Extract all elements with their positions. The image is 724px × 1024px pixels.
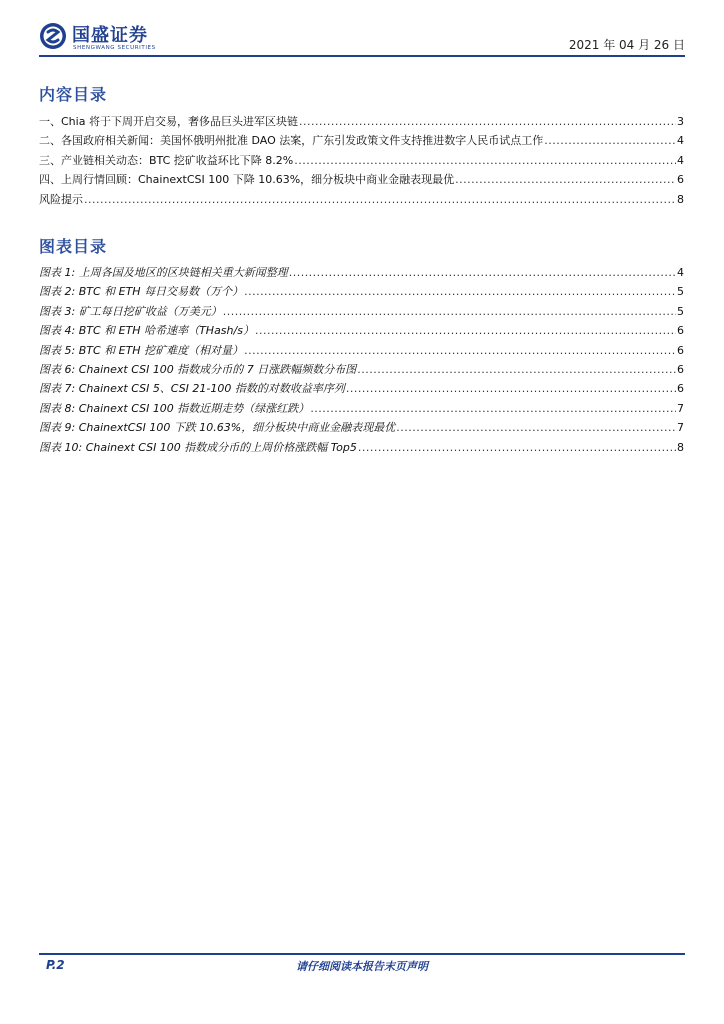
contents-list [39,113,684,210]
company-emblem-icon [39,22,67,50]
contents-entry[interactable] [39,113,684,132]
entry-page: 6 [677,173,684,187]
figures-title: 图表目录 [39,237,108,256]
header-divider [39,55,685,57]
entry-title: 图表 9: ChainextCSI 100 下跌 10.63%，细分板块中商业金融表现最优 [39,421,396,435]
figure-entry[interactable] [39,439,684,458]
entry-page: 6 [677,362,684,376]
contents-entry[interactable] [39,191,684,210]
dot-leader [294,154,676,167]
entry-title: 三、产业链相关动态：BTC 挖矿收益环比下降 8.2% [39,153,294,167]
figure-entry[interactable] [39,361,684,380]
disclaimer-note: 请仔细阅读本报告末页声明 [296,960,428,973]
entry-page: 4 [677,153,684,167]
entry-title: 图表 8: Chainext CSI 100 指数近期走势（绿涨红跌） [39,401,310,415]
entry-page: 5 [677,285,684,299]
figure-entry[interactable] [39,419,684,438]
dot-leader [358,441,676,454]
contents-entry[interactable] [39,171,684,190]
entry-title: 图表 3: 矿工每日挖矿收益（万美元） [39,304,222,318]
dot-leader [244,285,676,298]
figure-entry[interactable] [39,400,684,419]
entry-page: 4 [677,266,684,279]
dot-leader [455,173,676,186]
dot-leader [299,115,676,128]
figure-entry[interactable] [39,322,684,341]
entry-page: 6 [677,343,684,357]
entry-title: 图表 7: Chainext CSI 5、CSI 21-100 指数的对数收益率序列 [39,382,345,396]
entry-title: 图表 10: Chainext CSI 100 指数成分币的上周价格涨跌幅 Top5 [39,440,357,454]
dot-leader [244,344,676,357]
entry-page: 6 [677,382,684,396]
entry-title: 二、各国政府相关新闻：美国怀俄明州批准 DAO 法案，广东引发政策文件支持推进数字人民币试点工作 [39,134,544,148]
dot-leader [544,134,676,147]
entry-title: 四、上周行情回顾：ChainextCSI 100 下降 10.63%，细分板块中商业金融表现最优 [39,173,455,187]
company-name-cn: 国盛证券 [72,25,148,46]
entry-title: 一、Chia 将于下周开启交易，奢侈品巨头进军区块链 [39,115,298,128]
dot-leader [255,324,676,337]
contents-title: 内容目录 [39,85,108,104]
company-logo [39,18,179,56]
footer-divider [39,953,685,955]
entry-page: 4 [677,134,684,148]
page-header [39,16,685,56]
figure-entry[interactable] [39,342,684,361]
entry-page: 8 [677,192,684,206]
contents-entry[interactable] [39,152,684,171]
figure-entry[interactable] [39,380,684,399]
company-name-en: SHENGWANG SECURITIES [73,45,156,51]
entry-page: 6 [677,324,684,338]
dot-leader [357,363,676,376]
figure-entry[interactable] [39,303,684,322]
dot-leader [223,305,676,318]
entry-page: 7 [677,401,684,415]
dot-leader [396,421,676,434]
contents-entry[interactable] [39,132,684,151]
dot-leader [346,382,676,395]
entry-page: 3 [677,115,684,128]
page-number: P.2 [46,958,65,972]
entry-title: 图表 4: BTC 和 ETH 哈希速率（THash/s） [39,324,254,338]
entry-page: 7 [677,421,684,435]
dot-leader [84,193,676,206]
entry-title: 图表 1: 上周各国及地区的区块链相关重大新闻整理 [39,266,288,279]
dot-leader [310,402,676,415]
dot-leader [289,266,676,279]
entry-title: 风险提示 [39,192,83,206]
entry-title: 图表 6: Chainext CSI 100 指数成分币的 7 日涨跌幅频数分布图 [39,362,357,376]
entry-page: 8 [677,440,684,454]
entry-page: 5 [677,304,684,318]
entry-title: 图表 5: BTC 和 ETH 挖矿难度（相对量） [39,343,244,357]
figures-list [39,264,684,458]
figure-entry[interactable] [39,264,684,283]
entry-title: 图表 2: BTC 和 ETH 每日交易数（万个） [39,285,244,299]
report-date: 2021 年 04 月 26 日 [568,38,685,52]
figure-entry[interactable] [39,283,684,302]
